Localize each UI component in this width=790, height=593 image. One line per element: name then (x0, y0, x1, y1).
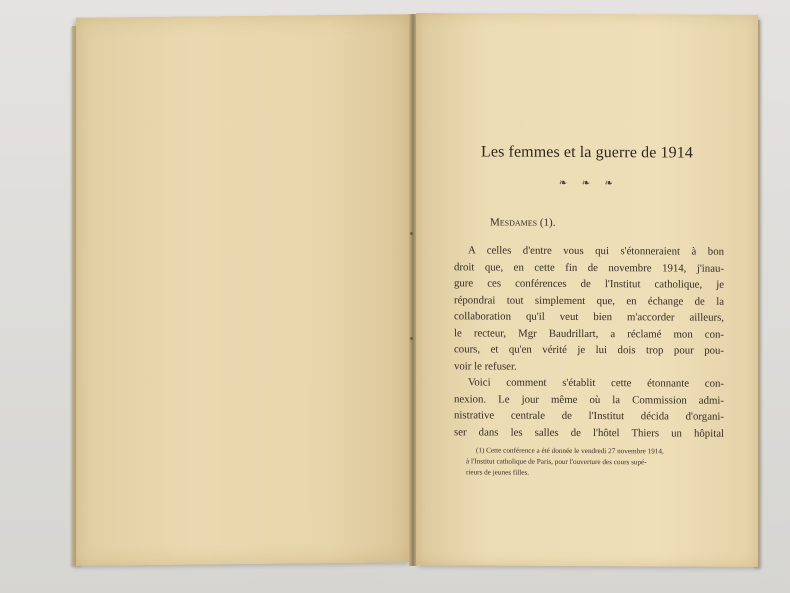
footnote-line: à l'Institut catholique de Paris, pour l'ouverture des cours supé- (466, 457, 647, 467)
page-content (454, 13, 724, 477)
body-line: droit que, en cette fin de novembre 1914, j'inau- (454, 260, 724, 275)
body-line: nistrative centrale de l'Institut décida d'organi- (454, 409, 724, 423)
right-page (416, 13, 758, 567)
body-line: A celles d'entre vous qui s'étonneraient à bon (468, 244, 724, 258)
left-page-blank (76, 14, 411, 566)
body-line: répondrai tout simplement que, en échange de la (454, 293, 724, 308)
body-line: cours, et qu'en vérité je lui dois trop pour pou- (454, 343, 724, 357)
binding-stitch (410, 232, 413, 235)
binding-stitch (410, 337, 413, 340)
chapter-title: Les femmes et la guerre de 1914 (481, 143, 693, 162)
footnote-line: rieurs de jeunes filles. (466, 468, 530, 477)
footnote (466, 445, 726, 479)
body-line: collaboration qu'il veut bien m'accorder ailleurs, (454, 310, 724, 324)
ornament-divider: ❧ ❧ ❧ (558, 177, 620, 190)
body-text (454, 242, 724, 441)
body-line: gure ces conférences de l'Institut catholique, je (454, 277, 724, 291)
body-line: ser dans les salles de l'hôtel Thiers un hôpital (454, 425, 724, 440)
open-book (68, 12, 768, 572)
body-line: voir le refuser. (454, 359, 517, 373)
footnote-line: (1) Cette conférence a été donnée le vendredi 27 novembre 1914, (476, 446, 664, 456)
body-line: le recteur, Mgr Baudrillart, a réclamé mon con- (454, 326, 724, 341)
body-line: nexion. Le jour même où la Commission admi- (454, 392, 724, 407)
body-line: Voici comment s'établit cette étonnante con- (468, 376, 724, 390)
salutation: Mesdames (1). (490, 216, 556, 229)
